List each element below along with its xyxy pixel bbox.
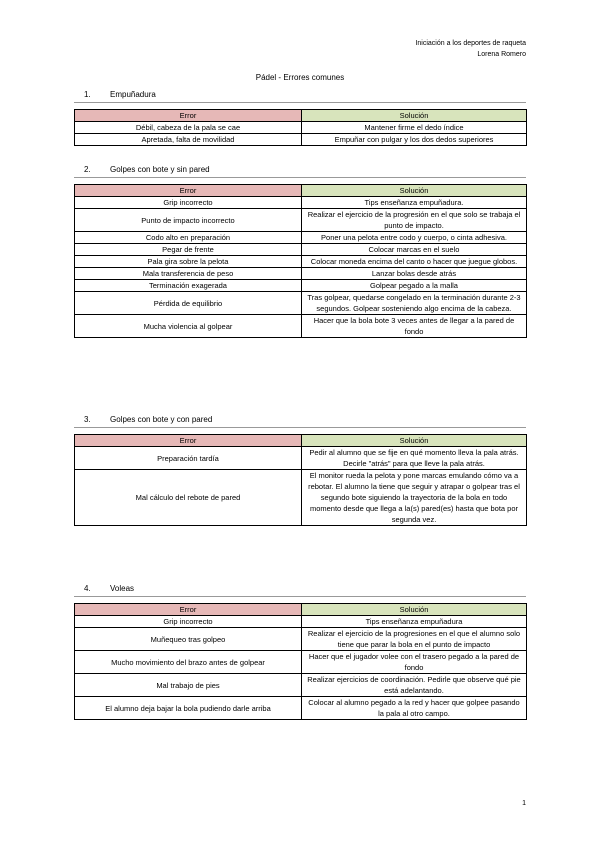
error-cell: Mal trabajo de pies bbox=[75, 674, 302, 697]
solution-column-header: Solución bbox=[302, 185, 527, 197]
section-title: Voleas bbox=[110, 584, 135, 593]
section-number: 2. bbox=[84, 165, 91, 174]
table-row bbox=[75, 209, 527, 232]
error-cell: Grip incorrecto bbox=[75, 197, 302, 209]
table-row bbox=[75, 447, 527, 470]
table-row bbox=[75, 280, 527, 292]
table-row bbox=[75, 292, 527, 315]
table-row bbox=[75, 232, 527, 244]
solution-cell: Realizar el ejercicio de la progresiones en el que el alumno solo tiene que parar la bola en el punto de impacto bbox=[302, 628, 527, 651]
error-cell: Muñequeo tras golpeo bbox=[75, 628, 302, 651]
errors-table bbox=[74, 603, 527, 720]
section-title: Golpes con bote y con pared bbox=[110, 415, 213, 424]
table-row bbox=[75, 244, 527, 256]
error-cell: Terminación exagerada bbox=[75, 280, 302, 292]
header-course: Iniciación a los deportes de raqueta bbox=[415, 40, 526, 47]
error-column-header: Error bbox=[75, 110, 302, 122]
error-cell: Mal cálculo del rebote de pared bbox=[75, 470, 302, 526]
table-row bbox=[75, 674, 527, 697]
solution-cell: Golpear pegado a la malla bbox=[302, 280, 527, 292]
page-header bbox=[415, 38, 526, 60]
table-header-row bbox=[75, 435, 527, 447]
section-title: Empuñadura bbox=[110, 90, 156, 99]
table-row bbox=[75, 256, 527, 268]
solution-cell: Pedir al alumno que se fije en qué momento lleva la pala atrás. Decirle "atrás" para que lleve la pala atrás. bbox=[302, 447, 527, 470]
solution-cell: Lanzar bolas desde atrás bbox=[302, 268, 527, 280]
error-cell: Mala transferencia de peso bbox=[75, 268, 302, 280]
section-number: 3. bbox=[84, 415, 91, 424]
error-cell: Preparación tardía bbox=[75, 447, 302, 470]
error-cell: Codo alto en preparación bbox=[75, 232, 302, 244]
section-number: 4. bbox=[84, 584, 91, 593]
solution-column-header: Solución bbox=[302, 110, 527, 122]
table-row bbox=[75, 616, 527, 628]
section-golpes-con-pared bbox=[74, 414, 526, 526]
section-heading bbox=[74, 164, 526, 178]
error-cell: Pala gira sobre la pelota bbox=[75, 256, 302, 268]
solution-cell: Hacer que el jugador volee con el trasero pegado a la pared de fondo bbox=[302, 651, 527, 674]
table-row bbox=[75, 315, 527, 338]
table-row bbox=[75, 697, 527, 720]
table-row bbox=[75, 268, 527, 280]
error-cell: Pegar de frente bbox=[75, 244, 302, 256]
table-header-row bbox=[75, 185, 527, 197]
table-header-row bbox=[75, 110, 527, 122]
solution-column-header: Solución bbox=[302, 435, 527, 447]
page-number: 1 bbox=[522, 800, 526, 807]
solution-cell: Tips enseñanza empuñadura bbox=[302, 616, 527, 628]
solution-cell: Empuñar con pulgar y los dos dedos superiores bbox=[302, 134, 527, 146]
solution-cell: Hacer que la bola bote 3 veces antes de llegar a la pared de fondo bbox=[302, 315, 527, 338]
table-row bbox=[75, 134, 527, 146]
error-cell: Grip incorrecto bbox=[75, 616, 302, 628]
error-cell: El alumno deja bajar la bola pudiendo darle arriba bbox=[75, 697, 302, 720]
section-golpes-sin-pared bbox=[74, 164, 526, 338]
solution-column-header: Solución bbox=[302, 604, 527, 616]
section-empunadura bbox=[74, 89, 526, 146]
solution-cell: Realizar el ejercicio de la progresión en el que solo se trabaja el punto de impacto. bbox=[302, 209, 527, 232]
solution-cell: Tips enseñanza empuñadura. bbox=[302, 197, 527, 209]
error-cell: Mucho movimiento del brazo antes de golpear bbox=[75, 651, 302, 674]
table-row bbox=[75, 197, 527, 209]
header-author: Lorena Romero bbox=[477, 51, 526, 58]
solution-cell: Colocar marcas en el suelo bbox=[302, 244, 527, 256]
solution-cell: Colocar moneda encima del canto o hacer que juegue globos. bbox=[302, 256, 527, 268]
solution-cell: Mantener firme el dedo índice bbox=[302, 122, 527, 134]
error-cell: Débil, cabeza de la pala se cae bbox=[75, 122, 302, 134]
error-cell: Punto de impacto incorrecto bbox=[75, 209, 302, 232]
section-heading bbox=[74, 89, 526, 103]
table-row bbox=[75, 628, 527, 651]
solution-cell: Tras golpear, quedarse congelado en la terminación durante 2-3 segundos. Golpear sosteniendo algo encima de la cabeza. bbox=[302, 292, 527, 315]
section-number: 1. bbox=[84, 90, 91, 99]
table-row bbox=[75, 651, 527, 674]
table-header-row bbox=[75, 604, 527, 616]
table-row bbox=[75, 122, 527, 134]
solution-cell: El monitor rueda la pelota y pone marcas emulando cómo va a rebotar. El alumno la tiene que seguir y atrapar o golpear tras el segundo bote siguiendo la trayectoria de la bola en todo momento desde que llega a la(s) pared(es) hasta que bota por segunda vez. bbox=[302, 470, 527, 526]
section-voleas bbox=[74, 583, 526, 720]
solution-cell: Colocar al alumno pegado a la red y hacer que golpee pasando la pala al otro campo. bbox=[302, 697, 527, 720]
section-title: Golpes con bote y sin pared bbox=[110, 165, 210, 174]
errors-table bbox=[74, 434, 527, 526]
solution-cell: Realizar ejercicios de coordinación. Pedirle que observe qué pie está adelantando. bbox=[302, 674, 527, 697]
errors-table bbox=[74, 109, 527, 146]
table-row bbox=[75, 470, 527, 526]
error-column-header: Error bbox=[75, 435, 302, 447]
section-heading bbox=[74, 583, 526, 597]
error-cell: Mucha violencia al golpear bbox=[75, 315, 302, 338]
errors-table bbox=[74, 184, 527, 338]
error-column-header: Error bbox=[75, 185, 302, 197]
section-heading bbox=[74, 414, 526, 428]
document-title: Pádel - Errores comunes bbox=[255, 73, 345, 82]
error-column-header: Error bbox=[75, 604, 302, 616]
error-cell: Apretada, falta de movilidad bbox=[75, 134, 302, 146]
error-cell: Pérdida de equilibrio bbox=[75, 292, 302, 315]
solution-cell: Poner una pelota entre codo y cuerpo, o cinta adhesiva. bbox=[302, 232, 527, 244]
